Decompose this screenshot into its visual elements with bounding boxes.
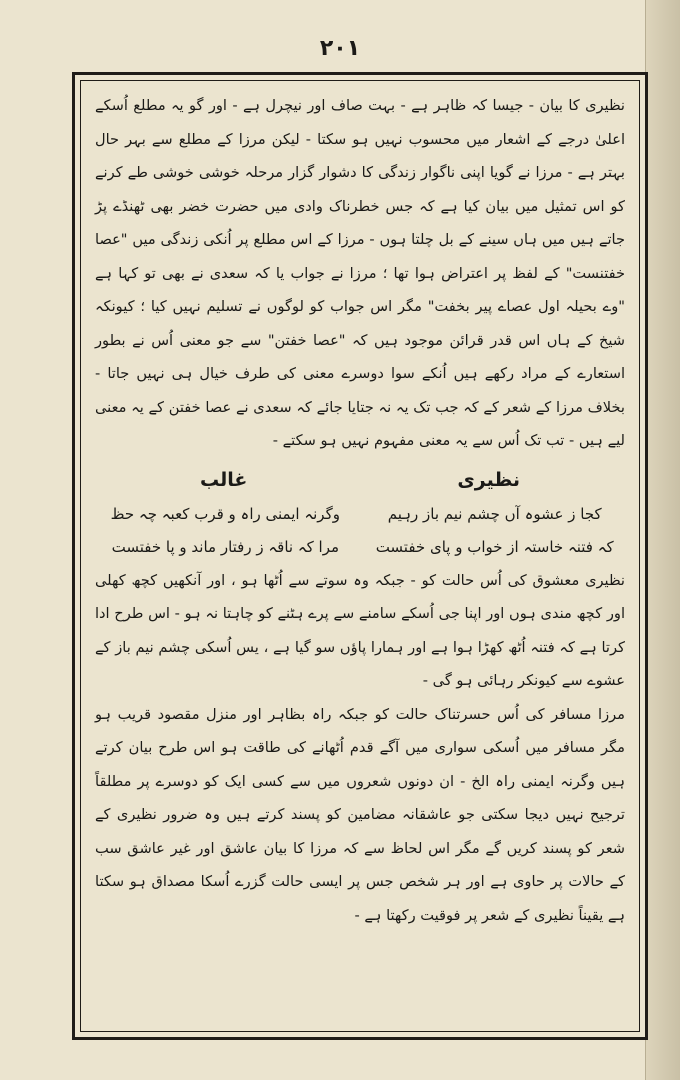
- verse-left-1: وگرنہ ایمنی راہ و قرب کعبہ چہ حظ: [110, 504, 340, 523]
- verse-left-2: مرا کہ ناقہ ز رفتار ماند و پا خفتست: [111, 537, 340, 556]
- verse-right-2: کہ فتنہ خاستہ از خواب و پای خفتست: [375, 537, 614, 556]
- poet-name-left: غالب: [200, 468, 248, 491]
- poem-headings: [95, 462, 625, 498]
- paragraph-mirza-commentary: مرزا مسافر کی اُس حسرتناک حالت کو جبکہ راہ بظاہر اور منزل مقصود قریب ہو مگر مسافر میں اُسکی سواری میں آگے قدم اُٹھانے کی طاقت ہو اس طرح بیان کرتے ہیں وگرنہ ایمنی راہ الخ - ان دونوں شعروں میں سے کسی ایک کو دوسرے پر مطلقاً ترجیح نہیں دیجا سکتی جو عاشقانہ مضامین کو پسند کرتے ہیں وہ ضرور نظیری کے شعر کو پسند کریں گے مگر اس لحاظ سے کہ مرزا کا بیان عاشق اور غیر عاشق سب کے حالات پر حاوی ہے اور ہر شخص جس پر ایسی حالت گزرے اُسکا مصداق ہو سکتا ہے یقیناً نظیری کے شعر پر فوقیت رکھتا ہے -: [95, 705, 625, 924]
- couplet-line-2: [95, 531, 625, 564]
- poet-name-right: نظیری: [457, 468, 521, 491]
- verse-right-1: کجا ز عشوہ آں چشم نیم باز رہیم: [387, 504, 602, 523]
- adjacent-page-edge: [645, 0, 680, 1080]
- paragraph-naziri-commentary: نظیری معشوق کی اُس حالت کو - جبکہ وہ سوتے سے اُٹھا ہو ، اور آنکھیں کچھ کھلی اور کچھ مندی ہوں اور اپنا جی اُسکے سامنے سے پرے ہٹنے کو چاہتا نہ ہو - اس طرح ادا کرتا ہے کہ فتنہ اُٹھ کھڑا ہوا ہے اور ہمارا پاؤں سو گیا ہے ، یس اُسکی چشم نیم باز کے عشوے سے کیونکر رہائی ہو گی -: [95, 571, 625, 689]
- text-frame: [80, 80, 640, 1032]
- couplet-line-1: [95, 498, 625, 531]
- paragraph-intro: نظیری کا بیان - جیسا کہ ظاہر ہے - بہت صاف اور نیچرل ہے - اور گو یہ مطلع اُسکے اعلیٰ درجے کے اشعار میں محسوب نہیں ہو سکتا - لیکن مرزا کے مطلع سے بہر حال بہتر ہے - مرزا نے گویا اپنی ناگوار زندگی کا دشوار گزار مرحلہ خوشی خوشی طے کرنے کو اس تمثیل میں بیان کیا ہے کہ جس خطرناک وادی میں حضرت خضر بھی ٹھنڈے پڑ جاتے ہیں میں ہاں سینے کے بل چلتا ہوں - مرزا کے اس مطلع پر اُنکی زندگی میں "عصا خفتنست" کے لفظ پر اعتراض ہوا تھا ؛ مرزا نے جواب یا کہ سعدی نے بھی تو کہا ہے "وے بحیلہ اول عصاے پیر بخفت" مگر اس جواب کو لوگوں نے تسلیم نہیں کیا ؛ کیونکہ شیخ کے ہاں اس قدر قرائن موجود ہیں کہ "عصا خفتن" سے جو معنی اُس نے بطور استعارے کے مراد رکھے ہیں اُنکے سوا دوسرے معنی کی طرف خیال ہی نہیں جاتا - بخلاف مرزا کے شعر کے کہ جب تک یہ نہ جتایا جائے کہ سعدی نے عصا خفتن کے یہ معنی لیے ہیں - تب تک اُس سے یہ معنی مفہوم نہیں ہو سکتے -: [95, 97, 625, 449]
- page-number: ۲۰۱: [319, 36, 361, 61]
